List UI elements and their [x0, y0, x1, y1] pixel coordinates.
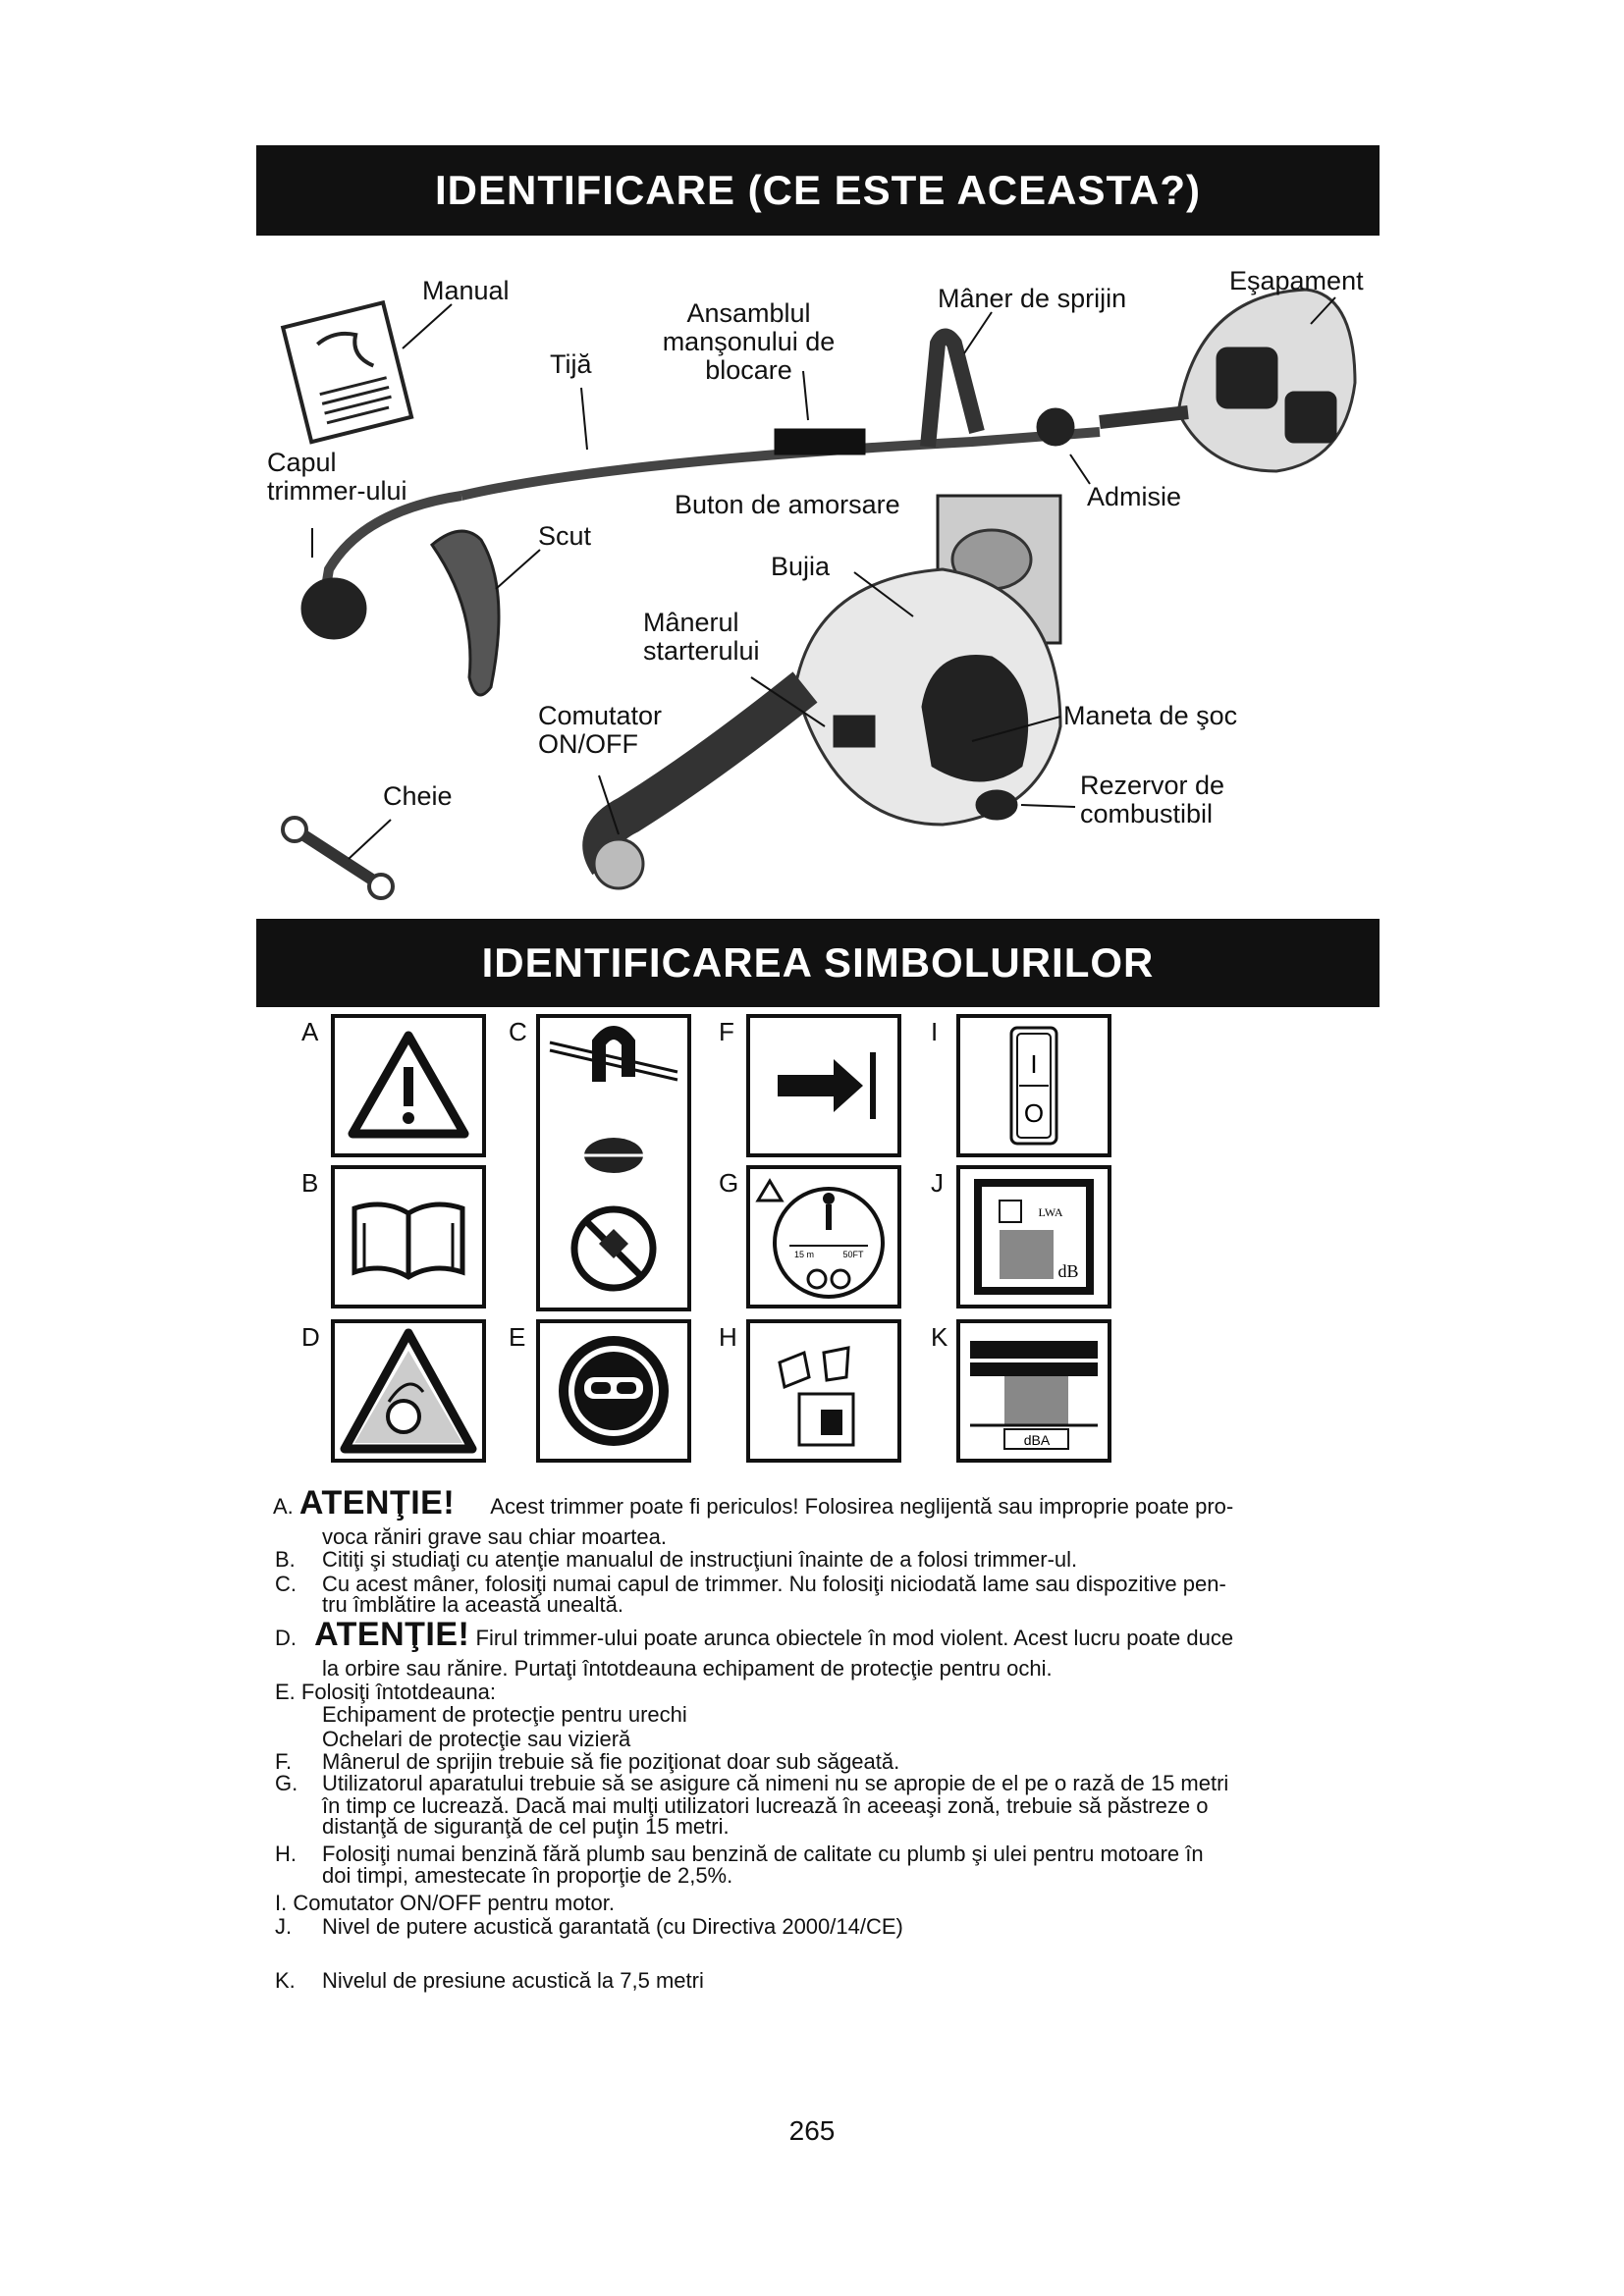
trimmer-head [302, 579, 365, 638]
identification-banner: IDENTIFICARE (CE ESTE ACEASTA?) [256, 145, 1380, 236]
symbol-a-warning [331, 1014, 486, 1157]
fuel-mix-icon [750, 1323, 897, 1459]
lwa-text: LWA [1038, 1205, 1063, 1219]
symbol-letter-g: G [719, 1168, 739, 1198]
desc-f-letter: F. [275, 1749, 293, 1774]
symbol-k-sound-pressure [956, 1319, 1111, 1463]
desc-g-line2: în timp ce lucrează. Dacă mai mulţi utilizatori lucrează în aceeaşi zonă, trebuie să păstreze o [322, 1793, 1209, 1818]
symbol-c-head-only [536, 1014, 691, 1311]
desc-e-line0: E. Folosiţi întotdeauna: [275, 1680, 497, 1704]
desc-b: Citiţi şi studiaţi cu atenţie manualul de instrucţiuni înainte de a folosi trimmer-ul. [322, 1547, 1078, 1572]
label-tija: Tijă [550, 349, 592, 379]
desc-j-letter: J. [275, 1914, 293, 1939]
distance-text-1: 15 m [793, 1250, 815, 1259]
shield [432, 531, 499, 695]
open-book-icon [335, 1169, 482, 1305]
on-off-switch-icon [960, 1018, 1108, 1153]
symbol-letter-h: H [719, 1322, 737, 1352]
distance-text-2: 50FT [842, 1250, 864, 1259]
symbol-letter-e: E [509, 1322, 526, 1352]
label-capul: Capul trimmer-ului [267, 448, 407, 506]
label-scut: Scut [538, 521, 592, 551]
symbol-letter-a: A [301, 1017, 319, 1046]
arrow-right-icon [750, 1018, 897, 1153]
symbol-letter-f: F [719, 1017, 734, 1046]
label-cheie: Cheie [383, 781, 453, 811]
thrown-objects-warning-icon [335, 1323, 482, 1459]
symbol-letter-j: J [931, 1168, 944, 1198]
desc-i: I. Comutator ON/OFF pentru motor. [275, 1891, 615, 1915]
label-buton-amorsare: Buton de amorsare [675, 490, 900, 519]
desc-g-line1: Utilizatorul aparatului trebuie să se asigure că nimeni nu se apropie de el pe o rază de 15 metri [322, 1771, 1229, 1795]
sound-pressure-icon [960, 1323, 1108, 1459]
label-ansamblu: Ansamblul manşonului de blocare [662, 298, 836, 385]
symbol-i-switch [956, 1014, 1111, 1157]
label-bujia: Bujia [771, 552, 831, 581]
trimmer-diagram [0, 0, 1624, 923]
label-comutator: Comutator ON/OFF [538, 701, 663, 759]
dba-text: dBA [1023, 1432, 1051, 1448]
db-text: dB [1057, 1261, 1079, 1281]
symbol-g-distance [746, 1165, 901, 1308]
desc-h-line2: doi timpi, amestecate în proporţie de 2,5%. [322, 1863, 733, 1888]
symbol-h-fuel [746, 1319, 901, 1463]
protective-equipment-icon [540, 1323, 687, 1459]
symbol-e-protection [536, 1319, 691, 1463]
page-number: 265 [788, 2115, 836, 2146]
label-admisie: Admisie [1087, 482, 1182, 511]
desc-h-letter: H. [275, 1842, 297, 1866]
switch-on-text: I [1030, 1049, 1038, 1079]
desc-f: Mânerul de sprijin trebuie să fie poziţionat doar sub săgeată. [322, 1749, 900, 1774]
warning-triangle-icon [335, 1018, 482, 1153]
symbol-letter-d: D [301, 1322, 320, 1352]
desc-k-letter: K. [275, 1968, 296, 1993]
symbol-letter-b: B [301, 1168, 319, 1198]
symbol-b-manual [331, 1165, 486, 1308]
desc-e-line1: Echipament de protecţie pentru urechi [322, 1702, 687, 1727]
desc-d-line1: D. ATENŢIE! Firul trimmer-ului poate arunca obiectele în mod violent. Acest lucru poate duce [275, 1616, 1234, 1653]
sound-power-icon [960, 1169, 1108, 1305]
desc-d-line2: la orbire sau rănire. Purtaţi întotdeauna echipament de protecţie pentru ochi. [322, 1656, 1053, 1681]
symbol-letter-i: I [931, 1017, 939, 1046]
symbol-letter-k: K [931, 1322, 948, 1352]
desc-a-line1: A. ATENŢIE! Acest trimmer poate fi periculos! Folosirea neglijentă sau improprie poate pro- [273, 1484, 1234, 1522]
desc-c-line2: tru îmblătire la această unealtă. [322, 1592, 623, 1617]
wrench-illustration [283, 818, 393, 898]
desc-g-line3: distanţă de siguranţă de cel puţin 15 metri. [322, 1814, 730, 1839]
safety-distance-icon [750, 1169, 897, 1305]
symbol-f-arrow [746, 1014, 901, 1157]
desc-j: Nivel de putere acustică garantată (cu Directiva 2000/14/CE) [322, 1914, 903, 1939]
label-manual: Manual [422, 276, 510, 305]
symbol-j-sound-power [956, 1165, 1111, 1308]
switch-off-text: O [1023, 1098, 1045, 1128]
label-maneta-soc: Maneta de şoc [1063, 701, 1238, 730]
label-manerul-starterului: Mânerul starterului [643, 608, 760, 666]
desc-c-letter: C. [275, 1572, 297, 1596]
label-maner-sprijin: Mâner de sprijin [938, 284, 1127, 313]
desc-c-line1: Cu acest mâner, folosiţi numai capul de trimmer. Nu folosiţi niciodată lame sau dispozitive pen- [322, 1572, 1226, 1596]
desc-b-letter: B. [275, 1547, 296, 1572]
symbol-descriptions [273, 1484, 1323, 1999]
desc-h-line1: Folosiţi numai benzină fără plumb sau benzină de calitate cu plumb şi ulei pentru motoare în [322, 1842, 1204, 1866]
engine-top [1038, 290, 1355, 471]
desc-e-line2: Ochelari de protecţie sau vizieră [322, 1727, 631, 1751]
symbols-banner: IDENTIFICAREA SIMBOLURILOR [256, 919, 1380, 1007]
support-handle [928, 337, 977, 448]
manual-illustration [283, 302, 411, 442]
desc-k: Nivelul de presiune acustică la 7,5 metri [322, 1968, 704, 1993]
trimmer-head-only-icon [540, 1018, 687, 1308]
desc-g-letter: G. [275, 1771, 298, 1795]
desc-a-line2: voca răniri grave sau chiar moartea. [322, 1524, 667, 1549]
symbol-letter-c: C [509, 1017, 527, 1046]
label-esapament: Eşapament [1229, 266, 1364, 295]
label-rezervor: Rezervor de combustibil [1080, 771, 1225, 828]
symbol-d-thrown-objects [331, 1319, 486, 1463]
